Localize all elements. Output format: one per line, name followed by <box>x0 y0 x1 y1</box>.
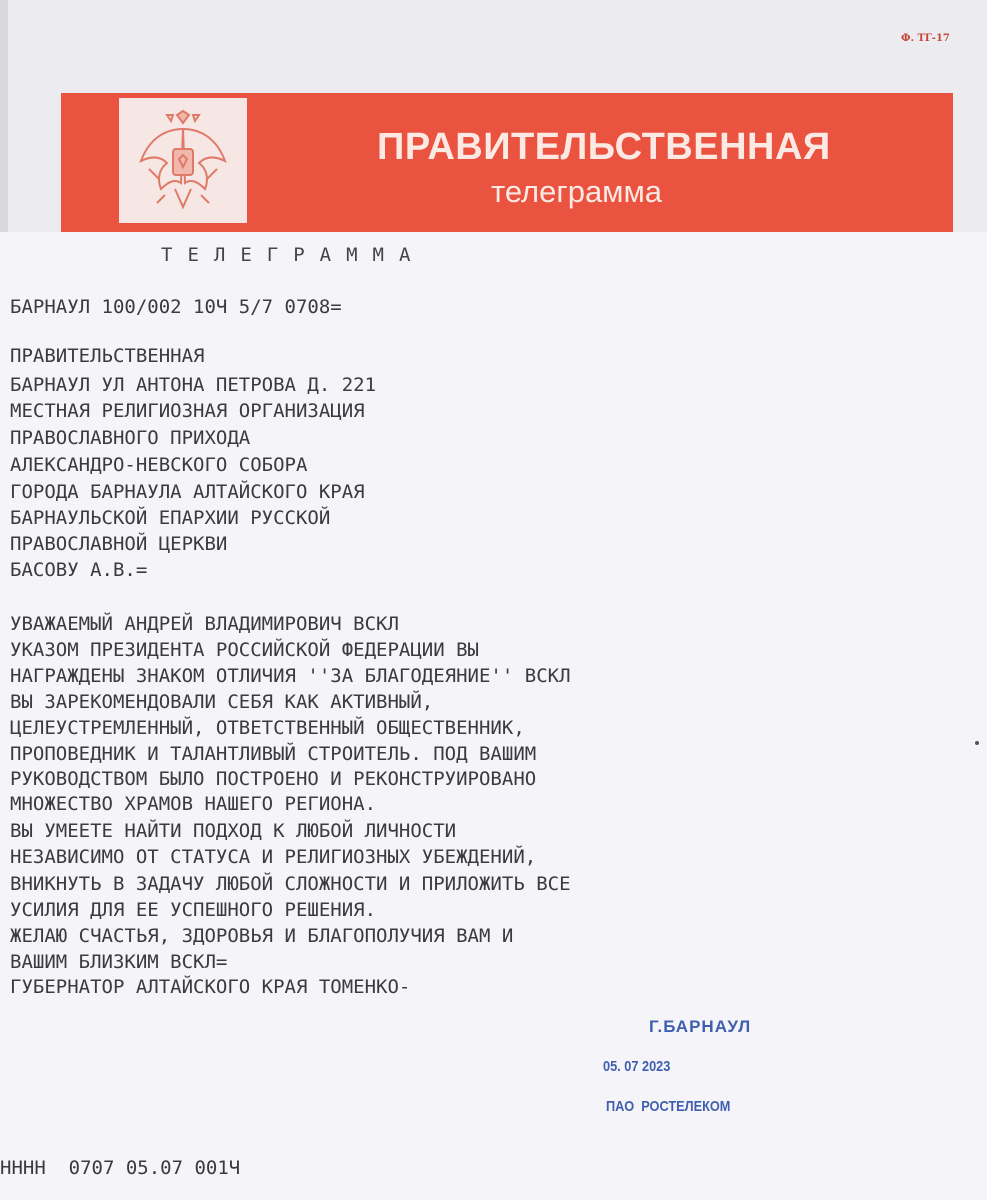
body-line: ВНИКНУТЬ В ЗАДАЧУ ЛЮБОЙ СЛОЖНОСТИ И ПРИЛОЖИТЬ ВСЕ <box>10 873 571 895</box>
address-line: ПРАВОСЛАВНОГО ПРИХОДА <box>10 427 251 449</box>
form-code: Ф. ТГ-17 <box>901 33 950 44</box>
body-line: ВАШИМ БЛИЗКИМ ВСКЛ= <box>10 951 228 973</box>
address-line: ПРАВОСЛАВНОЙ ЦЕРКВИ <box>10 533 228 555</box>
body-line: ПРОПОВЕДНИК И ТАЛАНТЛИВЫЙ СТРОИТЕЛЬ. ПОД ВАШИМ <box>10 743 537 765</box>
address-line: МЕСТНАЯ РЕЛИГИОЗНАЯ ОРГАНИЗАЦИЯ <box>10 400 365 422</box>
paper-mark <box>975 741 979 745</box>
address-line: ГОРОДА БАРНАУЛА АЛТАЙСКОГО КРАЯ <box>10 481 365 503</box>
body-line: УСИЛИЯ ДЛЯ ЕЕ УСПЕШНОГО РЕШЕНИЯ. <box>10 899 377 921</box>
address-line: ПРАВИТЕЛЬСТВЕННАЯ <box>10 345 205 367</box>
body-line: НЕЗАВИСИМО ОТ СТАТУСА И РЕЛИГИОЗНЫХ УБЕЖДЕНИЙ, <box>10 846 537 868</box>
routing-line: БАРНАУЛ 100/002 10Ч 5/7 0708= <box>10 296 342 318</box>
banner-title: ПРАВИТЕЛЬСТВЕННАЯ <box>377 126 831 168</box>
government-banner <box>61 93 953 245</box>
stamp-city: Г.БАРНАУЛ <box>649 1017 752 1036</box>
body-line: УКАЗОМ ПРЕЗИДЕНТА РОССИЙСКОЙ ФЕДЕРАЦИИ ВЫ <box>10 639 479 661</box>
body-line: ВЫ УМЕЕТЕ НАЙТИ ПОДХОД К ЛЮБОЙ ЛИЧНОСТИ <box>10 820 457 842</box>
coat-of-arms-icon <box>119 98 247 223</box>
telegram-sheet <box>0 232 987 1200</box>
address-line: АЛЕКСАНДРО-НЕВСКОГО СОБОРА <box>10 454 308 476</box>
body-line: ВЫ ЗАРЕКОМЕНДОВАЛИ СЕБЯ КАК АКТИВНЫЙ, <box>10 691 434 713</box>
signature-line: ГУБЕРНАТОР АЛТАЙСКОГО КРАЯ ТОМЕНКО- <box>10 976 411 998</box>
body-line: ЦЕЛЕУСТРЕМЛЕННЫЙ, ОТВЕТСТВЕННЫЙ ОБЩЕСТВЕННИК, <box>10 717 525 739</box>
body-line: ЖЕЛАЮ СЧАСТЬЯ, ЗДОРОВЬЯ И БЛАГОПОЛУЧИЯ ВАМ И <box>10 925 514 947</box>
address-line: БАРНАУЛЬСКОЙ ЕПАРХИИ РУССКОЙ <box>10 507 331 529</box>
telegram-header: ТЕЛЕГРАММА <box>161 244 426 266</box>
stamp-date: 05. 07 2023 <box>603 1058 671 1075</box>
address-line: БАСОВУ А.В.= <box>10 559 148 581</box>
stamp-organization: ПАО РОСТЕЛЕКОМ <box>606 1098 731 1115</box>
body-line: НАГРАЖДЕНЫ ЗНАКОМ ОТЛИЧИЯ ''ЗА БЛАГОДЕЯНИЕ'' ВСКЛ <box>10 665 571 687</box>
banner-subtitle: телеграмма <box>491 174 663 209</box>
address-line: БАРНАУЛ УЛ АНТОНА ПЕТРОВА Д. 221 <box>10 374 377 396</box>
footer-service-code: НННН 0707 05.07 001Ч <box>0 1157 241 1179</box>
body-line: МНОЖЕСТВО ХРАМОВ НАШЕГО РЕГИОНА. <box>10 793 377 815</box>
body-line: УВАЖАЕМЫЙ АНДРЕЙ ВЛАДИМИРОВИЧ ВСКЛ <box>10 613 399 635</box>
body-line: РУКОВОДСТВОМ БЫЛО ПОСТРОЕНО И РЕКОНСТРУИРОВАНО <box>10 768 537 790</box>
